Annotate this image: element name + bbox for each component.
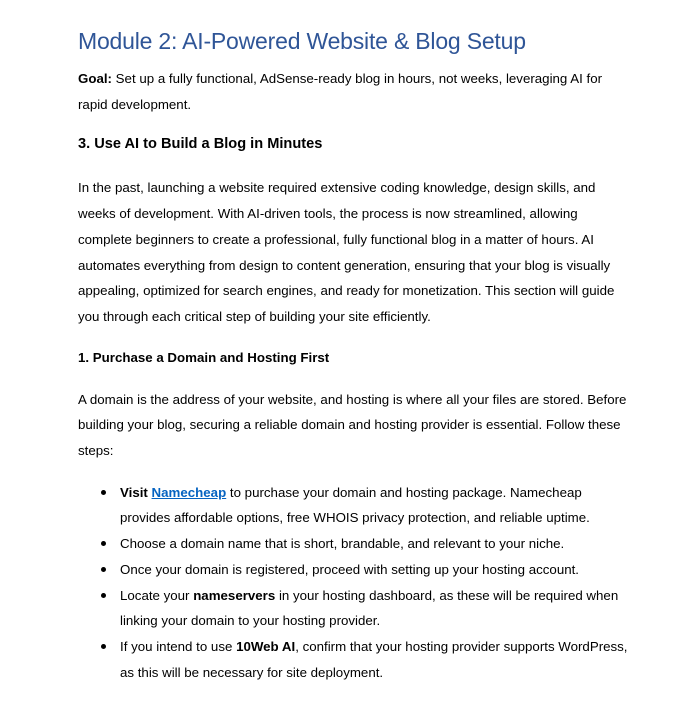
- intro-paragraph: In the past, launching a website required extensive coding knowledge, design skills, and weeks of development. With AI-driven tools, the process is now streamlined, allowing complete beginners to create a professional, fully functional blog in a matter of hours. AI automates everything from design to content generation, ensuring that your blog is visually appealing, optimized for search engines, and ready for monetization. This section will guide you through each critical step of building your site efficiently.: [78, 180, 615, 324]
- bullet-icon: [101, 541, 106, 546]
- list-item: [120, 634, 635, 685]
- domain-paragraph: A domain is the address of your website, and hosting is where all your files are stored. Before building your blog, securing a reliable domain and hosting provider is essential. Follow these steps:: [78, 391, 627, 459]
- list-item: [120, 531, 635, 557]
- namecheap-link[interactable]: Namecheap: [151, 484, 227, 500]
- bullet-icon: [101, 644, 106, 649]
- 10web-ai-term: 10Web AI: [236, 638, 296, 654]
- list-item-text: Once your domain is registered, proceed with setting up your hosting account.: [120, 561, 579, 577]
- list-item: [120, 480, 635, 531]
- list-item-text: to purchase your domain and hosting package. Namecheap provides affordable options, free WHOIS privacy protection, and reliable uptime.: [120, 484, 590, 526]
- goal-paragraph: [78, 66, 635, 117]
- list-item-prefix: Locate your: [120, 587, 194, 603]
- goal-label: Goal:: [78, 71, 112, 86]
- bullet-icon: [101, 593, 106, 598]
- list-item-prefix: If you intend to use: [120, 638, 237, 654]
- list-item-text: , confirm that your hosting provider supports WordPress, as this will be necessary for site deployment.: [120, 638, 628, 680]
- bullet-icon: [101, 490, 106, 495]
- nameservers-term: nameservers: [193, 587, 276, 603]
- sub-heading: 1. Purchase a Domain and Hosting First: [78, 349, 330, 365]
- list-item-text: Choose a domain name that is short, brandable, and relevant to your niche.: [120, 536, 565, 552]
- list-item-text: in your hosting dashboard, as these will be required when linking your domain to your hosting provider.: [120, 587, 619, 629]
- steps-list: [78, 480, 635, 686]
- goal-text: Set up a fully functional, AdSense-ready blog in hours, not weeks, leveraging AI for rapid development.: [78, 71, 603, 112]
- list-item: [120, 557, 635, 583]
- module-title: Module 2: AI-Powered Website & Blog Setup: [78, 28, 526, 54]
- bullet-icon: [101, 567, 106, 572]
- list-item: [120, 583, 635, 634]
- section-heading: 3. Use AI to Build a Blog in Minutes: [78, 136, 323, 153]
- visit-label: Visit: [120, 484, 148, 500]
